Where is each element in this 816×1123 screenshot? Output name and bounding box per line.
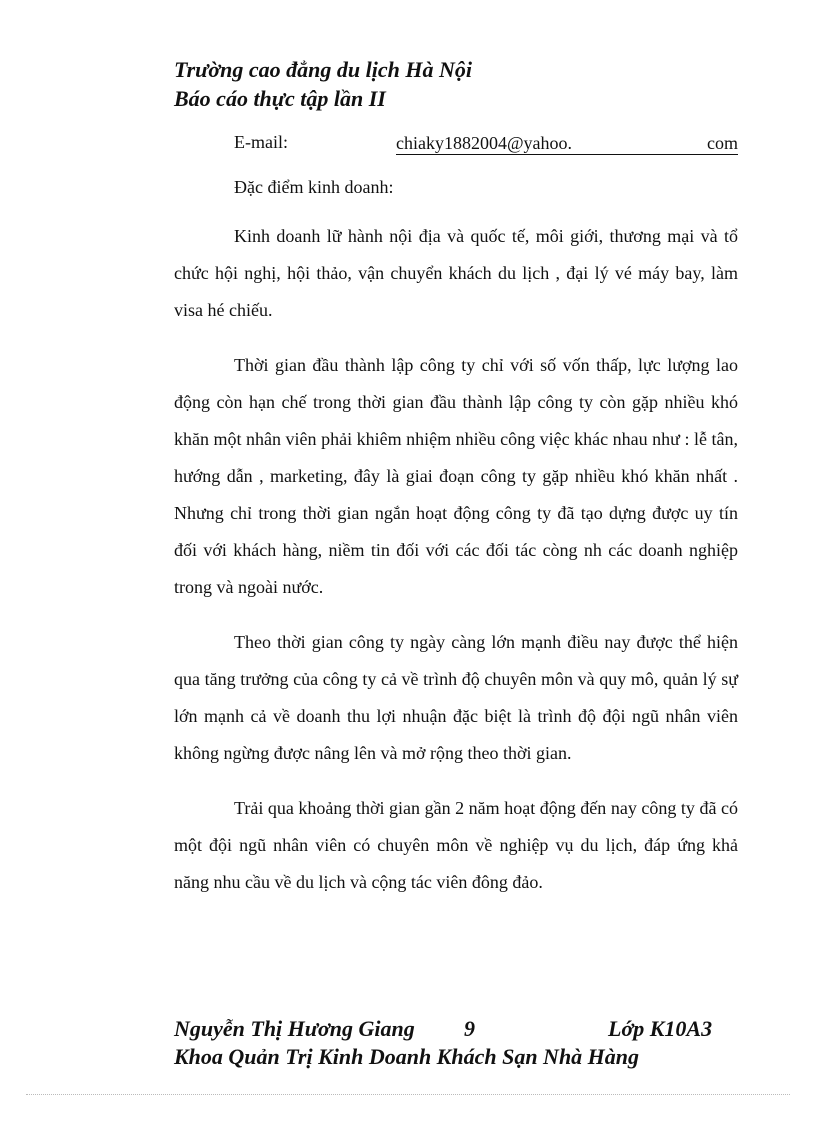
email-line — [234, 132, 738, 158]
body-text — [174, 218, 738, 919]
footer-row-1 — [174, 1015, 754, 1043]
footer-row-2 — [174, 1043, 754, 1071]
email-address-part2: com — [707, 133, 738, 153]
author-name: Nguyễn Thị Hương Giang — [174, 1016, 415, 1041]
report-title: Báo cáo thực tập lần II — [174, 86, 386, 111]
paragraph: Theo thời gian công ty ngày càng lớn mạnh điều nay được thể hiện qua tăng trưởng của công ty cả về trình độ chuyên môn và quy mô, quản lý sự lớn mạnh cả về doanh thu lợi nhuận đặc biệt là trình độ đội ngũ nhân viên không ngừng được nâng lên và mở rộng theo thời gian. — [174, 632, 738, 763]
school-name: Trường cao đẳng du lịch Hà Nội — [174, 57, 472, 82]
email-label: E-mail: — [234, 132, 288, 152]
page-number: 9 — [464, 1016, 475, 1041]
page-footer — [174, 1015, 754, 1071]
email-address — [396, 132, 738, 155]
page-bottom-divider — [26, 1094, 790, 1095]
paragraph: Thời gian đầu thành lập công ty chỉ với số vốn thấp, lực lượng lao động còn hạn chế trong thời gian đầu thành lập công ty còn gặp nhiều khó khăn một nhân viên phải khiêm nhiệm nhiều công việc khác nhau như : lễ tân, hướng dẫn , marketing, đây là giai đoạn công ty gặp nhiều khó khăn nhất . Nhưng chỉ trong thời gian ngắn hoạt động công ty đã tạo dựng được uy tín đối với khách hàng, niềm tin đối với các đối tác còng nh các doanh nghiệp trong và ngoài nước. — [174, 355, 738, 597]
email-address-part1: chiaky1882004@yahoo. — [396, 133, 573, 153]
section-title: Đặc điểm kinh doanh: — [234, 177, 394, 197]
class-label: Lớp K10A3 — [608, 1016, 713, 1041]
page-header — [174, 55, 472, 113]
paragraph: Trải qua khoảng thời gian gần 2 năm hoạt động đến nay công ty đã có một đội ngũ nhân viên có chuyên môn về nghiệp vụ du lịch, đáp ứng khả năng nhu cầu về du lịch và cộng tác viên đông đảo. — [174, 798, 738, 892]
faculty-name: Khoa Quản Trị Kinh Doanh Khách Sạn Nhà Hàng — [174, 1044, 640, 1069]
paragraph: Kinh doanh lữ hành nội địa và quốc tế, môi giới, thương mại và tổ chức hội nghị, hội thảo, vận chuyển khách du lịch , đại lý vé máy bay, làm visa hé chiếu. — [174, 226, 738, 320]
